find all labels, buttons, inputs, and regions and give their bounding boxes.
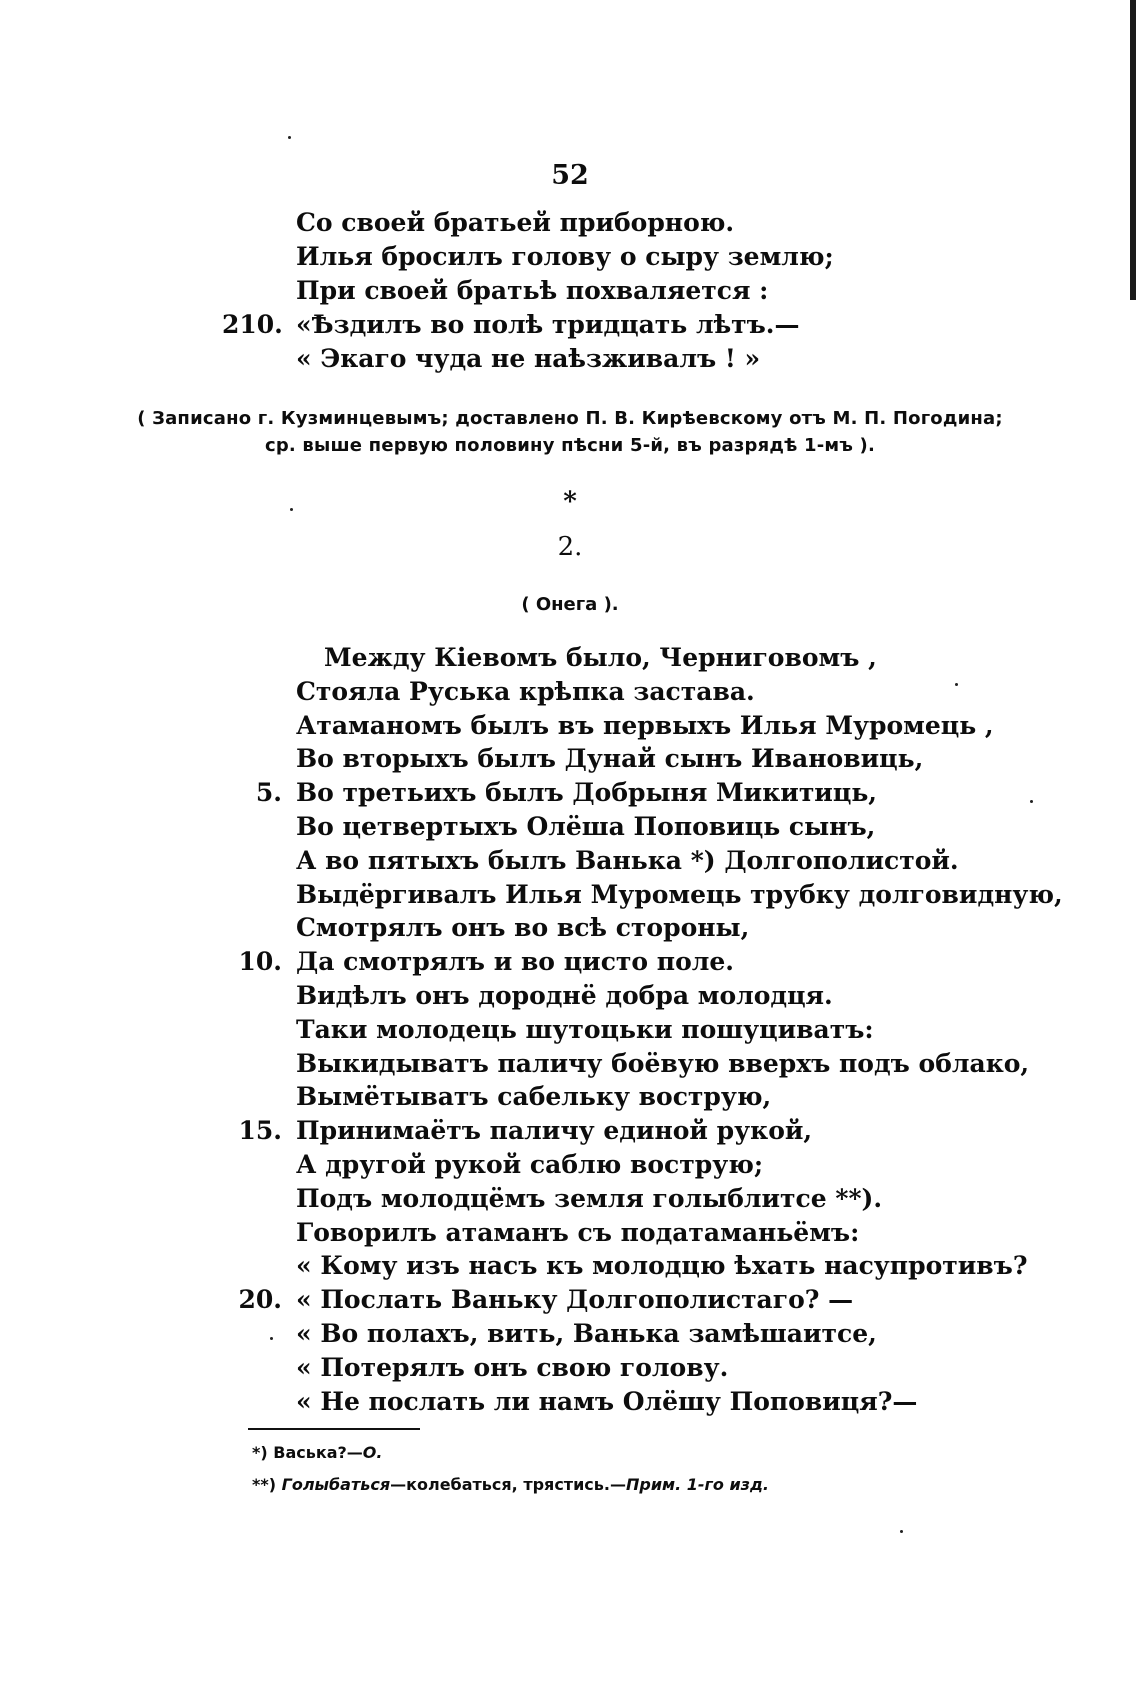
verse-text: Да смотрялъ и во цисто поле.	[296, 947, 735, 977]
verse-text: Во цетвертыхъ Олёша Поповиць сынъ,	[296, 812, 876, 841]
source-note-line: ср. выше первую половину пѣсни 5-й, въ разрядѣ 1-мъ ).	[264, 435, 876, 456]
footnote-mark: **)	[252, 1475, 277, 1494]
verse-text: « Во полахъ, вить, Ванька замѣшаитсе,	[296, 1319, 877, 1348]
verse-number: 10.	[238, 947, 282, 977]
verse-text: « Экаго чуда не наѣзживалъ ! »	[296, 344, 761, 373]
footnote-source: Прим. 1-го изд.	[625, 1475, 769, 1494]
footnote-rule	[248, 1428, 420, 1430]
divider-asterisk: *	[563, 487, 577, 517]
page-number: 52	[551, 160, 589, 191]
footnote-2	[252, 1475, 769, 1494]
verse-text: Стояла Руська крѣпка застава.	[296, 676, 755, 706]
source-note	[0, 408, 1140, 456]
scan-speck	[288, 136, 291, 139]
scan-speck	[270, 1337, 273, 1340]
verse-number: 20.	[238, 1285, 282, 1315]
footnote-text: —колебаться, трястись.—	[390, 1475, 626, 1494]
verse-text: « Послать Ваньку Долгополистаго? —	[296, 1285, 854, 1315]
footnote-mark: *)	[252, 1443, 268, 1462]
footnote-source: О.	[362, 1443, 383, 1462]
verse-text: Подъ молодцёмъ земля голыблитсе **).	[296, 1183, 883, 1213]
source-note-line: ( Записано г. Кузминцевымъ; доставлено П. В. Кирѣевскому отъ М. П. Погодина;	[137, 408, 1003, 429]
verse-text: Вымётыватъ сабельку вострую,	[296, 1082, 772, 1112]
verse-text: Со своей братьей приборною.	[296, 208, 735, 237]
footnote-term: Голыбаться	[281, 1475, 391, 1494]
footnote-1	[252, 1443, 382, 1462]
scan-speck	[1030, 800, 1033, 803]
verse-text: Выдёргивалъ Илья Муромець трубку долговидную,	[296, 879, 1063, 909]
scan-speck	[955, 683, 958, 686]
section-number: 2.	[557, 532, 583, 562]
verse-text: Принимаётъ паличу единой рукой,	[296, 1116, 813, 1146]
verse-text: Смотрялъ онъ во всѣ стороны,	[296, 913, 750, 943]
scan-edge	[1130, 0, 1136, 300]
verse-number: 15.	[238, 1116, 282, 1146]
verse-text: « Потерялъ онъ свою голову.	[296, 1352, 729, 1382]
verse-text: А другой рукой саблю вострую;	[296, 1150, 764, 1179]
verse-text: « Кому изъ насъ къ молодцю ѣхать насупротивъ?	[296, 1251, 1028, 1281]
verse-number: 210.	[222, 310, 283, 339]
footnote-text: Васька?—	[273, 1443, 363, 1462]
verse-text: Выкидыватъ паличу боёвую вверхъ подъ облако,	[296, 1048, 1030, 1078]
verse-text: Атаманомъ былъ въ первыхъ Илья Муромець ,	[296, 710, 994, 740]
verse-text: Таки молодець шутоцьки пошуциватъ:	[296, 1014, 874, 1044]
verse-text: Илья бросилъ голову о сыру землю;	[296, 242, 834, 271]
verse-text: Во вторыхъ былъ Дунай сынъ Ивановиць,	[296, 744, 924, 774]
verse-text: А во пятыхъ былъ Ванька *) Долгополистой.	[296, 845, 959, 875]
verse-text: При своей братьѣ похваляется :	[296, 276, 769, 305]
verse-text: « Не послать ли намъ Олёшу Поповиця?—	[296, 1386, 918, 1416]
verse-text: Видѣлъ онъ дороднё добра молодця.	[296, 981, 833, 1010]
verse-number: 5.	[255, 778, 282, 808]
verse-text: Во третьихъ былъ Добрыня Микитиць,	[296, 778, 877, 808]
verse-text: Говорилъ атаманъ съ податаманьёмъ:	[296, 1217, 860, 1247]
verse-text: Между Кіевомъ было, Черниговомъ ,	[324, 643, 877, 672]
scan-speck	[900, 1530, 903, 1533]
region-label: ( Онега ).	[521, 594, 619, 615]
verse-text: «Ѣздилъ во полѣ тридцать лѣтъ.—	[296, 310, 800, 339]
